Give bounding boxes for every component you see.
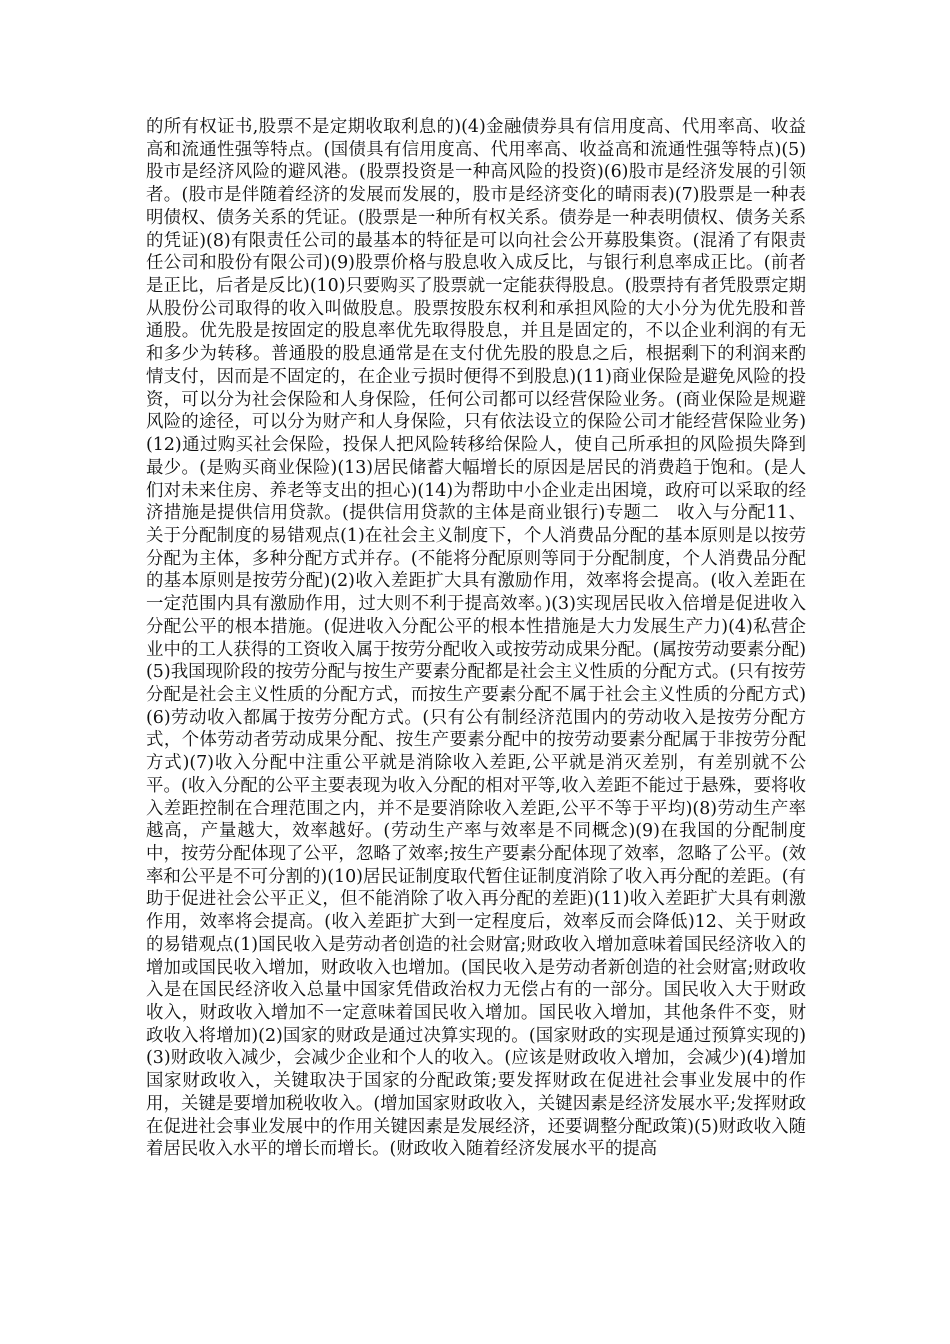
body-paragraph: 的所有权证书,股票不是定期收取利息的)(4)金融债券具有信用度高、代用率高、收益高和流通性强等特点。(国债具有信用度高、代用率高、收益高和流通性强等特点)(5)股市是经济风险的避风港。(股票投资是一种高风险的投资)(6)股市是经济发展的引领者。(股市是伴随着经济的发展而发展的，股市是经济变化的晴雨表)(7)股票是一种表明债权、债务关系的凭证。(股票是一种所有权关系。债券是一种表明债权、债务关系的凭证)(8)有限责任公司的最基本的特征是可以向社会公开募股集资。(混淆了有限责任公司和股份有限公司)(9)股票价格与股息收入成反比，与银行利息率成正比。(前者是正比，后者是反比)(10)只要购买了股票就一定能获得股息。(股票持有者凭股票定期从股份公司取得的收入叫做股息。股票按股东权利和承担风险的大小分为优先股和普通股。优先股是按固定的股息率优先取得股息，并且是固定的，不以企业利润的有无和多少为转移。普通股的股息通常是在支付优先股的股息之后，根据剩下的利润来酌情支付，因而是不固定的，在企业亏损时便得不到股息)(11)商业保险是避免风险的投资，可以分为社会保险和人身保险，任何公司都可以经营保险业务。(商业保险是规避风险的途径，可以分为财产和人身保险，只有依法设立的保险公司才能经营保险业务)(12)通过购买社会保险，投保人把风险转移给保险人，使自己所承担的风险损失降到最少。(是购买商业保险)(13)居民储蓄大幅增长的原因是居民的消费趋于饱和。(是人们对未来住房、养老等支出的担心)(14)为帮助中小企业走出困境，政府可以采取的经济措施是提供信用贷款。(提供信用贷款的主体是商业银行)专题二 收入与分配11、关于分配制度的易错观点(1)在社会主义制度下，个人消费品分配的基本原则是以按劳分配为主体，多种分配方式并存。(不能将分配原则等同于分配制度，个人消费品分配的基本原则是按劳分配)(2)收入差距扩大具有激励作用，效率将会提高。(收入差距在一定范围内具有激励作用，过大则不利于提高效率。)(3)实现居民收入倍增是促进收入分配公平的根本措施。(促进收入分配公平的根本性措施是大力发展生产力)(4)私营企业中的工人获得的工资收入属于按劳分配收入或按劳动成果分配。(属按劳动要素分配)(5)我国现阶段的按劳分配与按生产要素分配都是社会主义性质的分配方式。(只有按劳分配是社会主义性质的分配方式，而按生产要素分配不属于社会主义性质的分配方式)(6)劳动收入都属于按劳分配方式。(只有公有制经济范围内的劳动收入是按劳分配方式，个体劳动者劳动成果分配、按生产要素分配中的按劳动要素分配属于非按劳分配方式)(7)收入分配中注重公平就是消除收入差距,公平就是消灭差别，有差别就不公平。(收入分配的公平主要表现为收入分配的相对平等,收入差距不能过于悬殊，要将收入差距控制在合理范围之内，并不是要消除收入差距,公平不等于平均)(8)劳动生产率越高，产量越大，效率越好。(劳动生产率与效率是不同概念)(9)在我国的分配制度中，按劳分配体现了公平，忽略了效率;按生产要素分配体现了效率，忽略了公平。(效率和公平是不可分割的)(10)居民证制度取代暂住证制度消除了收入再分配的差距。(有助于促进社会公平正义，但不能消除了收入再分配的差距)(11)收入差距扩大具有刺激作用，效率将会提高。(收入差距扩大到一定程度后，效率反而会降低)12、关于财政的易错观点(1)国民收入是劳动者创造的社会财富;财政收入增加意味着国民经济收入的增加或国民收入增加，财政收入也增加。(国民收入是劳动者新创造的社会财富;财政收入是在国民经济收入总量中国家凭借政治权力无偿占有的一部分。国民收入大于财政收入，财政收入增加不一定意味着国民收入增加。国民收入增加，其他条件不变，财政收入将增加)(2)国家的财政是通过决算实现的。(国家财政的实现是通过预算实现的)(3)财政收入减少，会减少企业和个人的收入。(应该是财政收入增加，会减少)(4)增加国家财政收入，关键取决于国家的分配政策;要发挥财政在促进社会事业发展中的作用，关键是要增加税收收入。(增加国家财政收入，关键因素是经济发展水平;发挥财政在促进社会事业发展中的作用关键因素是发展经济，还要调整分配政策)(5)财政收入随着居民收入水平的增长而增长。(财政收入随着经济发展水平的提高 [146, 117, 806, 1160]
